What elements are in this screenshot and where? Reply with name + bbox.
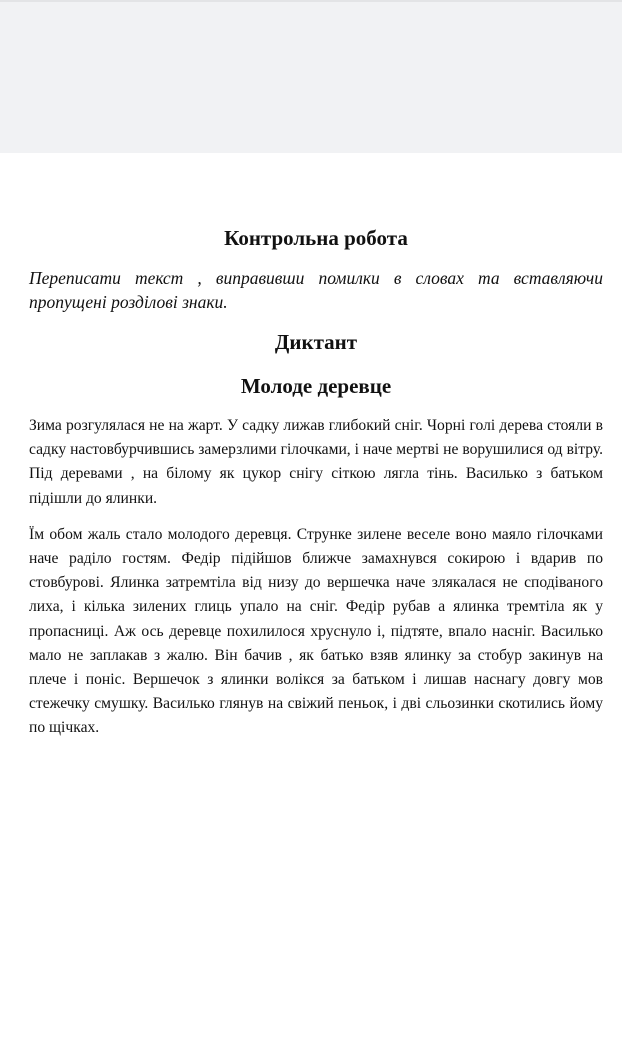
document-title: Контрольна робота [224,226,408,250]
paragraph-2: Їм обом жаль стало молодого деревця. Струнке зилене веселе воно маяло гілочками наче раділо гостям. Федір підійшов ближче замахнувся сокирою і вдарив по стовбурові. Ялинка затремтіла від низу до вершечка наче злякалася не сподіваного лиха, і кілька зилених глиць упало на сніг. Федір рубав а ялинка тремтіла як у пропасниці. Аж ось деревце похилилося хруснуло і, підтяте, впало насніг. Василько мало не заплакав з жалю. Він бачив , як батько взяв ялинку за стобур закинув на плече і поніс. Вершечок з ялинки волікся за батьком і лишав наснагу довгу мов стежечку смушку. Василько глянув на свіжий пеньок, і дві сльозинки скотились йому по щічках. [29,525,603,737]
top-blank-band [0,0,622,153]
task-instruction: Переписати текст , виправивши помилки в словах та вставляючи пропущені розділові знаки. [29,268,603,312]
story-title: Молоде деревце [240,374,392,398]
paragraph-1: Зима розгулялася не на жарт. У садку лижав глибокий сніг. Чорні голі дерева стояли в садку настовбурчившись замерзлими гілочками, і наче мертві не ворушилися од вітру. Під деревами , на білому як цукор снігу сіткою лягла тінь. Василько з батьком підішли до ялинки. [29,417,603,507]
document-page [29,224,603,753]
dictation-heading: Диктант [274,330,358,354]
